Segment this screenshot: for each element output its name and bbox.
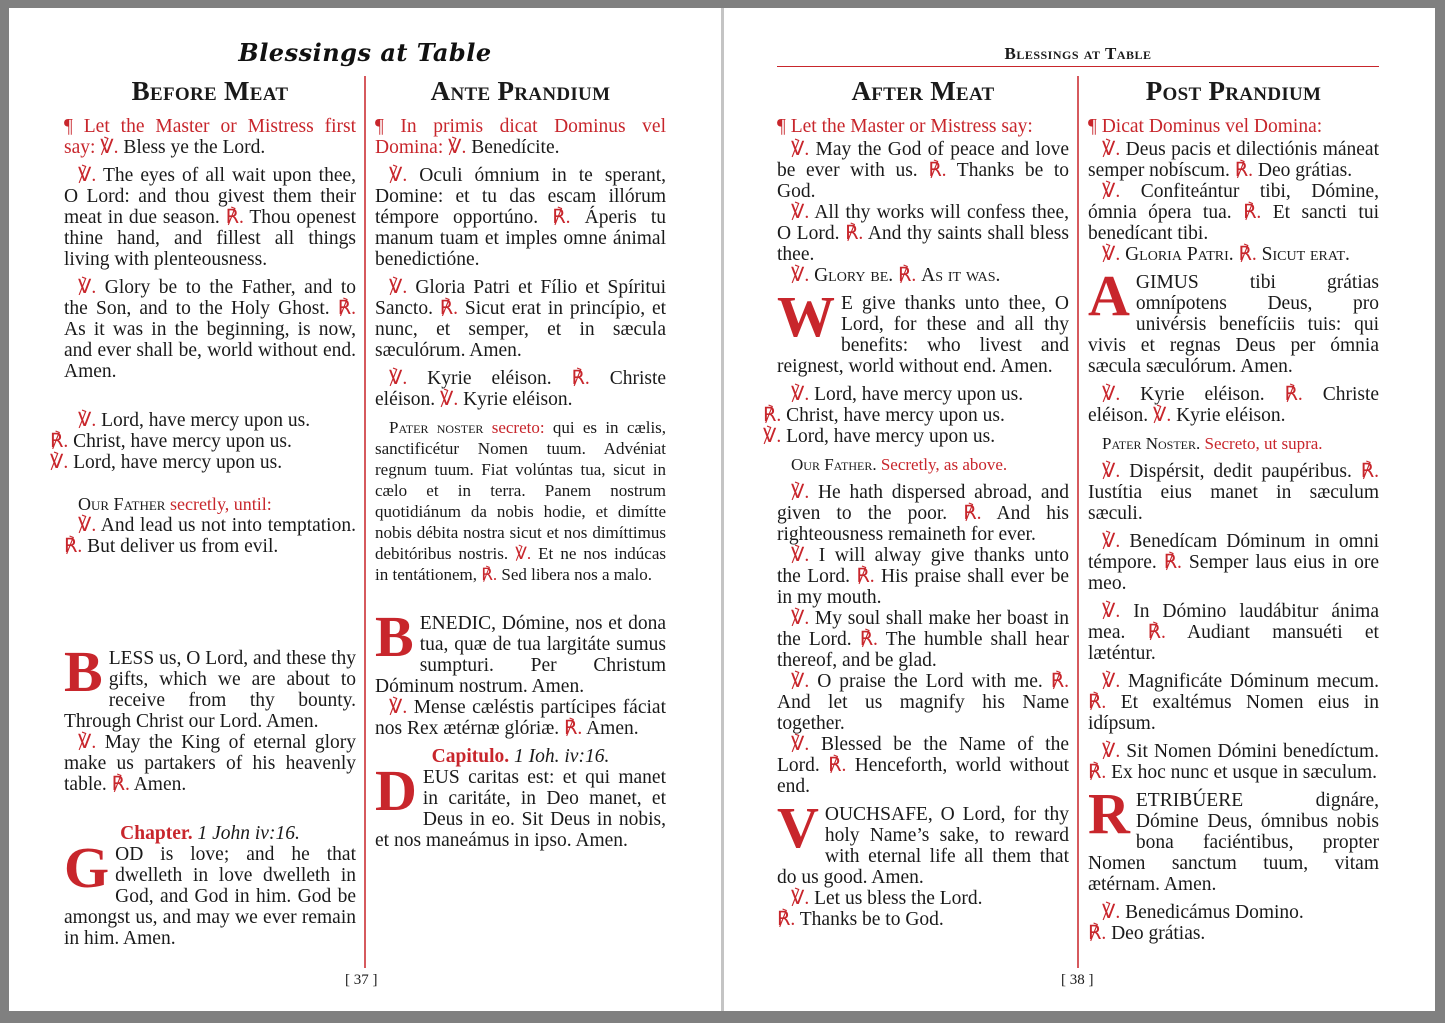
response-text: Sicut erat in princípio, et nunc, et semper, et in sæcula sæculórum. Amen. — [375, 298, 667, 361]
versicle-icon: ℣. — [1102, 181, 1121, 202]
rubric: Secreto, ut supra. — [1204, 434, 1323, 453]
drop-cap: A — [1088, 263, 1130, 328]
response-text: Thanks be to God. — [799, 909, 944, 930]
verse-text: Magnificáte Dóminum mecum. — [1127, 671, 1380, 692]
versicle-icon: ℣. — [1102, 741, 1121, 762]
versicle-icon: ℣. — [389, 277, 408, 298]
versicle-icon: ℣. — [791, 139, 810, 160]
response-icon: ℟. — [1163, 552, 1182, 573]
response-icon: ℟. — [225, 207, 244, 228]
pilcrow-icon: ¶ — [777, 116, 786, 137]
pilcrow-icon: ¶ — [64, 116, 73, 137]
response-icon: ℟. — [552, 207, 571, 228]
response-icon: ℟. — [1088, 692, 1107, 713]
prayer-text: GIMUS tibi grátias omnípotens Deus, pro univérsis benefíciis tuis: qui vivis et regnas Deus per ómnia sæcula sæculórum. Amen. — [1088, 272, 1379, 377]
verse-text: Confiteántur tibi, Dómine, ómnia ópera tua. — [1088, 181, 1379, 223]
response-text: And his righteousness remaineth for ever. — [777, 503, 1069, 545]
response-icon: ℟. — [828, 755, 847, 776]
versicle-icon: ℣. — [389, 368, 408, 389]
response-text: As it was in the beginning, is now, and ever shall be, world without end. Amen. — [64, 319, 356, 382]
versicle-icon: ℣. — [1102, 461, 1121, 482]
rubric: In primis dicat Dominus vel Domina: — [375, 116, 667, 158]
versicle-icon: ℣. — [791, 482, 810, 503]
response-icon: ℟. — [859, 629, 878, 650]
verse-text: He hath dispersed abroad, and given to the poor. — [777, 482, 1069, 524]
prayer-text: E give thanks unto thee, O Lord, for these and all thy benefits: who livest and reignest, world without end. Amen. — [777, 293, 1069, 377]
response-icon: ℟. — [1088, 923, 1107, 944]
versicle-icon: ℣. — [791, 734, 810, 755]
verse-text: Benedícam Dóminum in omni témpore. — [1088, 531, 1379, 573]
chapter-label: Capitulo. — [431, 746, 510, 767]
versicle-icon: ℣. — [448, 137, 467, 158]
verse-text: Lord, have mercy upon us. — [101, 410, 311, 431]
response-icon: ℟. — [928, 160, 947, 181]
chapter-label: Chapter. — [120, 823, 193, 844]
book-spread — [9, 8, 1435, 1011]
response-icon: ℟. — [439, 298, 459, 319]
response-text: Audiant mansuéti et læténtur. — [1088, 622, 1379, 664]
verse-text: The eyes of all wait upon thee, O Lord: and thou givest them their meat in due season. — [64, 165, 357, 228]
response-text: And let us magnify his Name together. — [777, 692, 1069, 734]
response-text: Henceforth, world without end. — [777, 755, 1070, 797]
drop-cap: G — [64, 835, 110, 900]
latin-column-post-prandium — [1088, 76, 1379, 951]
drop-cap: B — [375, 604, 414, 669]
versicle-icon: ℣. — [1102, 384, 1121, 405]
versicle-icon: ℣. — [791, 888, 810, 909]
section-heading: Post Prandium — [1145, 76, 1322, 106]
verse-text: Gloria Patri. — [1125, 244, 1234, 265]
response-icon: ℟. — [337, 298, 357, 319]
versicle-icon: ℣. — [791, 202, 810, 223]
verse-text: Mense cæléstis partícipes fáciat nos Rex ætérnæ glóriæ. — [375, 697, 666, 739]
response-text: Ex hoc nunc et usque in sæculum. — [1111, 762, 1378, 783]
verse-text: Kyrie eléison. — [427, 368, 552, 389]
response-text: Amen. — [133, 774, 187, 795]
right-page — [724, 8, 1435, 1011]
rubric: Dicat Dominus vel Domina: — [1101, 116, 1323, 137]
versicle-icon: ℣. — [389, 165, 408, 186]
versicle-icon: ℣. — [389, 697, 408, 718]
response-text: Deo grátias. — [1111, 923, 1206, 944]
verse-text: Kyrie eléison. — [1176, 405, 1286, 426]
versicle-icon: ℣. — [1102, 531, 1121, 552]
verse-text: In Dómino laudábitur ánima mea. — [1088, 601, 1379, 643]
response-text: Christe eléison. — [1088, 384, 1380, 426]
drop-cap: V — [777, 795, 819, 860]
response-text: Thou openest thine hand, and fillest all things living with plenteousness. — [64, 207, 356, 270]
prayer-text: OUCHSAFE, O Lord, for thy holy Name’s sake, to reward with eternal life all them that do us good. Amen. — [777, 804, 1069, 888]
response-icon: ℟. — [1284, 384, 1303, 405]
verse-text: Dispérsit, dedit paupéribus. — [1129, 461, 1352, 482]
drop-cap: B — [64, 639, 103, 704]
verse-text: And lead us not into temptation. — [100, 515, 356, 536]
section-heading: Before Meat — [131, 76, 289, 106]
rubric: Let the Master or Mistress first say: — [64, 116, 357, 158]
section-heading: After Meat — [851, 76, 995, 106]
response-icon: ℟. — [1088, 762, 1107, 783]
versicle-icon: ℣. — [78, 277, 97, 298]
verse-text: Kyrie eléison. — [1140, 384, 1265, 405]
response-icon: ℟. — [1050, 671, 1070, 692]
response-icon: ℟. — [1147, 622, 1166, 643]
response-text: The humble shall hear thereof, and be glad. — [777, 629, 1069, 671]
response-icon: ℟. — [111, 774, 130, 795]
versicle-icon: ℣. — [439, 389, 459, 410]
response-text: Sed libera nos a malo. — [501, 565, 652, 584]
verse-text: Let us bless the Lord. — [814, 888, 983, 909]
prayer-text: LESS us, O Lord, and these thy gifts, which we are about to receive from thy bounty. Through Christ our Lord. Amen. — [64, 648, 356, 732]
section-heading: Ante Prandium — [430, 76, 611, 106]
verse-text: Kyrie eléison. — [463, 389, 573, 410]
verse-text: I will alway give thanks unto the Lord. — [777, 545, 1070, 587]
prayer-text: ENEDIC, Dómine, nos et dona tua, quæ de tua largitáte sumus sumpturi. Per Christum Dóminum nostrum. Amen. — [375, 613, 666, 697]
verse-text: Lord, have mercy upon us. — [814, 384, 1024, 405]
our-father-label: Our Father — [78, 494, 166, 514]
verse-text: Glory be to the Father, and to the Son, and to the Holy Ghost. — [64, 277, 357, 319]
page-number: [ 38 ] — [1061, 972, 1094, 988]
response-text: Semper laus eius in ore meo. — [1088, 552, 1380, 594]
response-icon: ℟. — [571, 368, 590, 389]
versicle-icon: ℣. — [515, 544, 532, 563]
verse-text: Bless ye the Lord. — [123, 137, 266, 158]
versicle-icon: ℣. — [1102, 244, 1121, 265]
rubric: Let the Master or Mistress say: — [790, 116, 1033, 137]
chapter-reference: 1 Ioh. iv:16. — [514, 746, 610, 767]
response-text: As it was. — [921, 265, 1001, 286]
left-page — [9, 8, 721, 1011]
verse-text: Oculi ómnium in te sperant, Domine: et tu das escam illórum témpore opportúno. — [375, 165, 666, 228]
response-text: Thanks be to God. — [777, 160, 1070, 202]
versicle-icon: ℣. — [791, 671, 810, 692]
response-text: Et exaltémus Nomen eius in idípsum. — [1088, 692, 1379, 734]
chapter-reference: 1 John iv:16. — [197, 823, 300, 844]
response-icon: ℟. — [1243, 202, 1262, 223]
versicle-icon: ℣. — [78, 410, 97, 431]
verse-text: Lord, have mercy upon us. — [786, 426, 996, 447]
response-text: Iustítia eius manet in sæculum sæculi. — [1088, 482, 1379, 524]
verse-text: Glory be. — [814, 265, 894, 286]
versicle-icon: ℣. — [1102, 902, 1121, 923]
response-icon: ℟. — [50, 431, 69, 452]
pater-noster-label: Pater noster — [389, 418, 484, 437]
response-text: But deliver us from evil. — [87, 536, 279, 557]
versicle-icon: ℣. — [791, 384, 810, 405]
response-text: Christ, have mercy upon us. — [73, 431, 292, 452]
verse-text: Deus pacis et dilectiónis máneat semper nobíscum. — [1088, 139, 1379, 181]
response-icon: ℟. — [845, 223, 864, 244]
versicle-icon: ℣. — [1102, 139, 1121, 160]
response-text: Christ, have mercy upon us. — [786, 405, 1005, 426]
response-icon: ℟. — [64, 536, 83, 557]
verse-text: Gloria Patri et Fílio et Spíritui Sancto. — [375, 277, 666, 319]
english-column-after-meat — [763, 76, 1070, 937]
versicle-icon: ℣. — [791, 545, 810, 566]
response-icon: ℟. — [564, 718, 583, 739]
column-divider — [1077, 76, 1079, 968]
response-text: And thy saints shall bless thee. — [777, 223, 1069, 265]
drop-cap: W — [777, 284, 835, 349]
response-icon: ℟. — [777, 909, 796, 930]
verse-text: Blessed be the Name of the Lord. — [777, 734, 1070, 776]
versicle-icon: ℣. — [1102, 601, 1121, 622]
drop-cap: R — [1088, 781, 1130, 846]
verse-text: May the King of eternal glory make us partakers of his heavenly table. — [64, 732, 357, 795]
page-number: [ 37 ] — [345, 972, 378, 988]
prayer-text: ETRIBÚERE dignáre, Dómine Deus, ómnibus nobis bona faciéntibus, propter Nomen sanctum tuum, vitam ætérnam. Amen. — [1088, 790, 1379, 895]
versicle-icon: ℣. — [78, 165, 97, 186]
versicle-icon: ℣. — [78, 732, 97, 753]
response-text: Áperis tu manum tuam et imples omne ánimal benedictióne. — [375, 207, 666, 270]
response-text: His praise shall ever be in my mouth. — [777, 566, 1069, 608]
response-text: Et sancti tui benedícant tibi. — [1088, 202, 1379, 244]
response-text: Amen. — [586, 718, 639, 739]
pilcrow-icon: ¶ — [375, 116, 384, 137]
prayer-text: OD is love; and he that dwelleth in love dwelleth in God, and God in him. God be amongst us, and may we ever remain in him. Amen. — [64, 844, 356, 949]
english-column-before-meat — [50, 76, 357, 956]
versicle-icon: ℣. — [1102, 671, 1121, 692]
versicle-icon: ℣. — [791, 608, 810, 629]
column-divider — [364, 76, 366, 968]
rubric: secreto: — [491, 418, 545, 437]
latin-column-ante-prandium — [375, 76, 666, 858]
header-rule — [777, 66, 1379, 67]
prayer-text: qui es in cælis, sanctificétur Nomen tuum. Advéniat regnum tuum. Fiat volúntas tua, sicut in cælo et in terra. Panem nostrum quotidiánum da nobis hodie, et dimítte nobis débita nostra sicut et nos dimíttimus debitóribus nostris. — [375, 418, 667, 563]
versicle-icon: ℣. — [1152, 405, 1172, 426]
verse-text: All thy works will confess thee, O Lord. — [777, 202, 1069, 244]
response-text: Sicut erat. — [1261, 244, 1350, 265]
response-icon: ℟. — [1360, 461, 1380, 482]
verse-text: May the God of peace and love be ever with us. — [777, 139, 1069, 181]
rubric: Secretly, as above. — [880, 455, 1008, 474]
response-icon: ℟. — [856, 566, 875, 587]
response-icon: ℟. — [1234, 160, 1253, 181]
verse-text: Sit Nomen Dómini benedíctum. — [1126, 741, 1380, 762]
page-title: Blessings at Table — [238, 38, 492, 67]
versicle-icon: ℣. — [763, 426, 782, 447]
our-father-label: Our Father. — [791, 455, 877, 474]
response-icon: ℟. — [763, 405, 782, 426]
response-icon: ℟. — [481, 565, 498, 584]
verse-text: Et ne nos indúcas in tentátionem, — [375, 544, 667, 584]
versicle-icon: ℣. — [100, 137, 119, 158]
pater-noster-label: Pater Noster. — [1102, 434, 1201, 453]
rubric: secretly, until: — [169, 494, 272, 514]
response-text: Christe eléison. — [375, 368, 667, 410]
versicle-icon: ℣. — [78, 515, 97, 536]
prayer-text: EUS caritas est: et qui manet in caritáte, in Deo manet, et Deus in eo. Sit Deus in nobis, et nos maneámus in ipso. Amen. — [375, 767, 666, 851]
drop-cap: D — [375, 758, 417, 823]
response-icon: ℟. — [898, 265, 917, 286]
verse-text: My soul shall make her boast in the Lord. — [777, 608, 1069, 650]
verse-text: Lord, have mercy upon us. — [73, 452, 283, 473]
response-text: Deo grátias. — [1257, 160, 1353, 181]
verse-text: Benedícite. — [471, 137, 560, 158]
response-icon: ℟. — [1238, 244, 1257, 265]
verse-text: O praise the Lord with me. — [817, 671, 1043, 692]
verse-text: Benedicámus Domino. — [1125, 902, 1304, 923]
running-head: Blessings at Table — [1004, 44, 1152, 63]
pilcrow-icon: ¶ — [1088, 116, 1097, 137]
response-icon: ℟. — [963, 503, 982, 524]
versicle-icon: ℣. — [50, 452, 69, 473]
versicle-icon: ℣. — [791, 265, 810, 286]
